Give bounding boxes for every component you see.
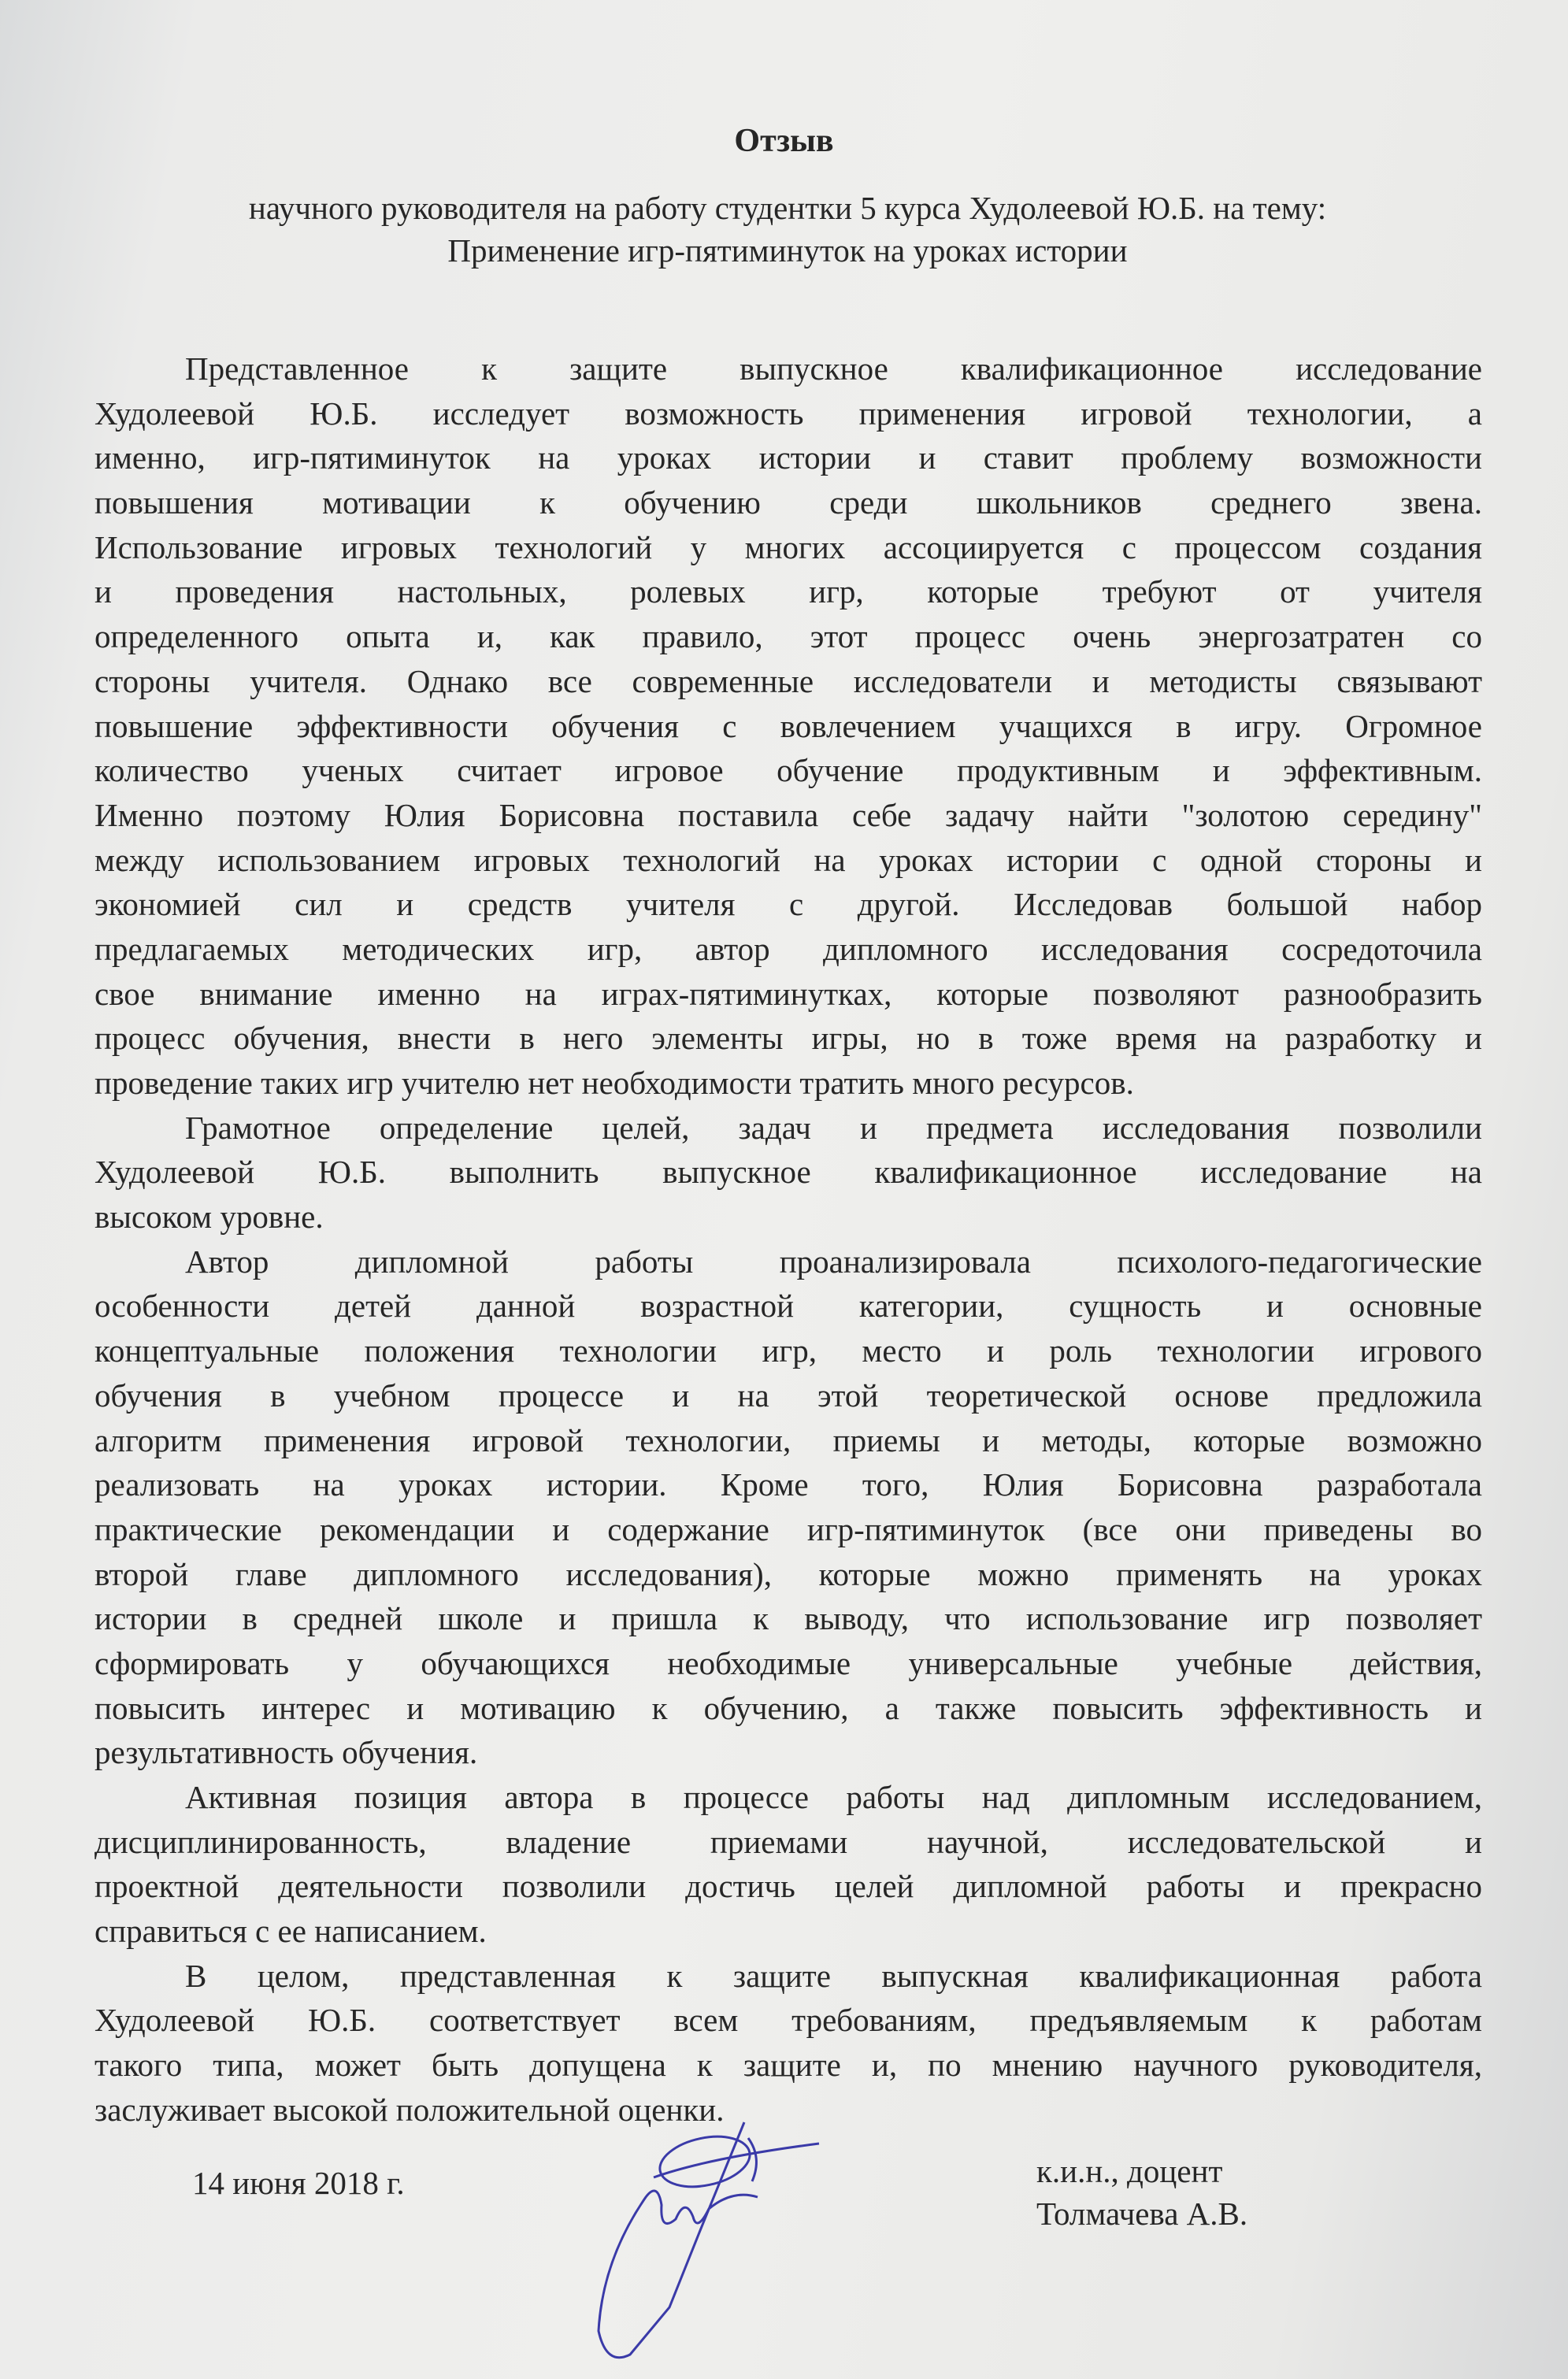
paragraph-line: особенности детей данной возрастной категории, сущность и основные <box>95 1288 1482 1325</box>
paragraph-line: Представленное к защите выпускное квалификационное исследование <box>185 350 1482 387</box>
paragraph-line: истории в средней школе и пришла к выводу, что использование игр позволяет <box>95 1600 1482 1637</box>
paragraph-line: повысить интерес и мотивацию к обучению, а также повысить эффективность и <box>95 1689 1482 1726</box>
paragraph-line: стороны учителя. Однако все современные исследователи и методисты связывают <box>95 662 1482 699</box>
paragraph-line: справиться с ее написанием. <box>95 1913 487 1950</box>
paragraph-line: Использование игровых технологий у многих ассоциируется с процессом создания <box>95 528 1482 565</box>
paragraph-line: Активная позиция автора в процессе работы над дипломным исследованием, <box>185 1779 1482 1815</box>
paragraph-line: Грамотное определение целей, задач и предмета исследования позволили <box>185 1109 1482 1146</box>
paragraph-line: Худолеевой Ю.Б. выполнить выпускное квалификационное исследование на <box>95 1154 1482 1191</box>
reviewer-position: к.и.н., доцент <box>1036 2153 1223 2189</box>
paragraph-line: повышение эффективности обучения с вовлечением учащихся в игру. Огромное <box>95 707 1482 744</box>
paragraph-line: концептуальные положения технологии игр, место и роль технологии игрового <box>95 1332 1482 1369</box>
paragraph-line: практические рекомендации и содержание игр-пятиминуток (все они приведены во <box>95 1510 1482 1547</box>
paragraph-line: проведение таких игр учителю нет необходимости тратить много ресурсов. <box>95 1065 1134 1101</box>
paragraph-line: второй главе дипломного исследования), которые можно применять на уроках <box>95 1555 1482 1592</box>
paragraph-line: такого типа, может быть допущена к защите и, по мнению научного руководителя, <box>95 2047 1482 2084</box>
reviewer-name: Толмачева А.В. <box>1036 2196 1248 2232</box>
review-date: 14 июня 2018 г. <box>192 2165 405 2201</box>
paragraph-line: между использованием игровых технологий на уроках истории с одной стороны и <box>95 841 1482 878</box>
paragraph-line: Именно поэтому Юлия Борисовна поставила себе задачу найти "золотою середину" <box>95 796 1482 833</box>
paragraph-line: сформировать у обучающихся необходимые универсальные учебные действия, <box>95 1644 1482 1681</box>
paragraph-line: Автор дипломной работы проанализировала психолого-педагогические <box>185 1243 1482 1280</box>
paragraph-line: Худолеевой Ю.Б. соответствует всем требованиям, предъявляемым к работам <box>95 2002 1482 2039</box>
paragraph-line: заслуживает высокой положительной оценки. <box>95 2091 725 2128</box>
paragraph-line: повышения мотивации к обучению среди школьников среднего звена. <box>95 484 1482 521</box>
paragraph-line: результативность обучения. <box>95 1734 478 1771</box>
paragraph-line: алгоритм применения игровой технологии, приемы и методы, которые возможно <box>95 1421 1482 1458</box>
document-topic: Применение игр-пятиминуток на уроках истории <box>447 232 1128 269</box>
paragraph-line: предлагаемых методических игр, автор дипломного исследования сосредоточила <box>95 930 1482 967</box>
paragraph-line: Худолеевой Ю.Б. исследует возможность применения игровой технологии, а <box>95 395 1482 432</box>
paragraph-line: процесс обучения, внести в него элементы игры, но в тоже время на разработку и <box>95 1020 1482 1057</box>
paragraph-line: и проведения настольных, ролевых игр, которые требуют от учителя <box>95 573 1482 610</box>
paragraph-line: свое внимание именно на играх-пятиминутках, которые позволяют разнообразить <box>95 975 1482 1012</box>
paragraph-line: количество ученых считает игровое обучение продуктивным и эффективным. <box>95 752 1482 789</box>
paragraph-line: экономией сил и средств учителя с другой. Исследовав большой набор <box>95 886 1482 923</box>
paragraph-line: В целом, представленная к защите выпускная квалификационная работа <box>185 1957 1482 1994</box>
paragraph-line: обучения в учебном процессе и на этой теоретической основе предложила <box>95 1377 1482 1414</box>
paragraph-line: высоком уровне. <box>95 1199 324 1236</box>
document-subtitle: научного руководителя на работу студентки 5 курса Худолеевой Ю.Б. на тему: <box>248 190 1327 226</box>
paragraph-line: дисциплинированность, владение приемами научной, исследовательской и <box>95 1823 1482 1860</box>
paragraph-line: определенного опыта и, как правило, этот процесс очень энергозатратен со <box>95 618 1482 655</box>
paragraph-line: реализовать на уроках истории. Кроме того, Юлия Борисовна разработала <box>95 1466 1482 1503</box>
paragraph-line: проектной деятельности позволили достичь целей дипломной работы и прекрасно <box>95 1868 1482 1905</box>
paragraph-line: именно, игр-пятиминуток на уроках истории и ставит проблему возможности <box>95 439 1482 476</box>
document-title: Отзыв <box>734 123 834 159</box>
